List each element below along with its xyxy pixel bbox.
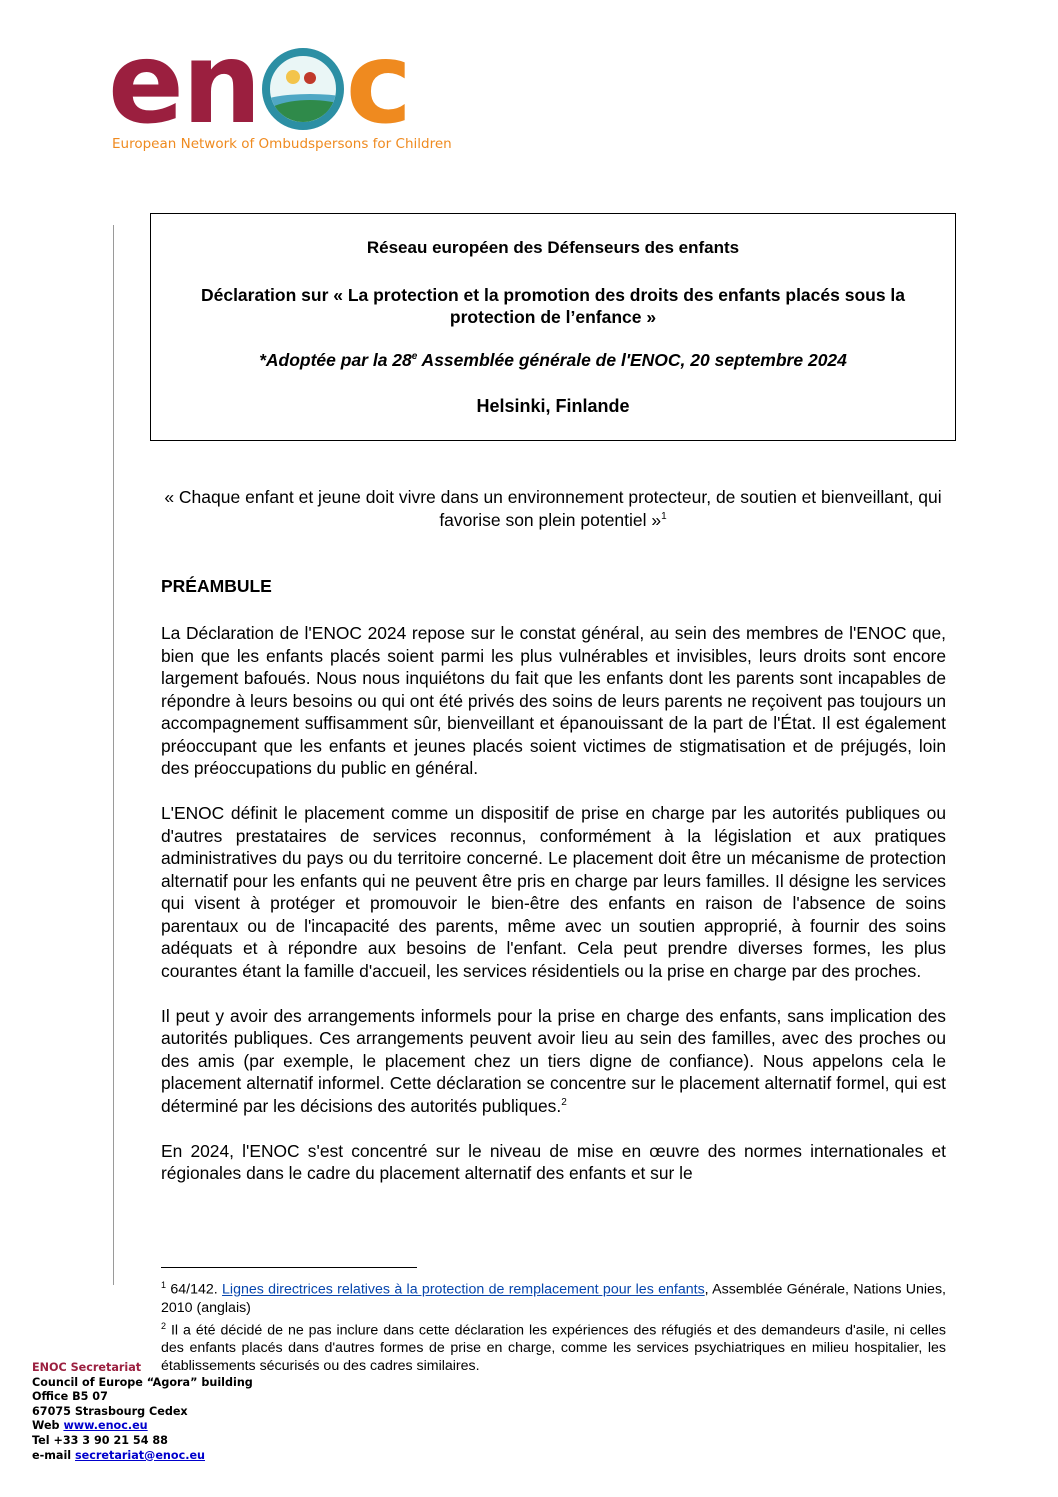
logo-letter-n: n [181, 19, 260, 149]
enoc-logo [108, 19, 488, 158]
body-text [161, 622, 946, 1207]
logo-letter-c: c [345, 19, 411, 149]
secretariat-footer [32, 1361, 253, 1463]
adoption-line: *Adoptée par la 28e Assemblée générale de l'ENOC, 20 septembre 2024 [259, 350, 847, 370]
website-link[interactable]: www.enoc.eu [63, 1419, 148, 1433]
paragraph-1: La Déclaration de l'ENOC 2024 repose sur le constat général, au sein des membres de l'ENOC que, bien que les enfants placés soient parmi les plus vulnérables et invisibles, leurs droits sont encore largement bafoués. Nous nous inquiétons du fait que les enfants dont les parents sont incapables de répondre à leurs besoins ou qui ont été privés des soins de leurs parents ne reçoivent pas toujours un accompagnement suffisamment sûr, bienveillant et épanouissant de la part de l'État. Il est également préoccupant que les enfants et jeunes placés soient victimes de stigmatisation et de préjugés, loin des préoccupations du public en général. [161, 623, 946, 778]
logo-subtitle: European Network of Ombudspersons for Children [112, 136, 452, 152]
footnote-1: $^1$ 64/142. Lignes directrices relatives à la protection de remplacement pour les enfants, Assemblée Générale, Nations Unies, 2010 (anglais) [161, 1280, 946, 1316]
footnote-ref-2[interactable]: 2 [561, 1096, 567, 1108]
left-margin-rule [113, 225, 114, 1285]
footer-secretariat: ENOC Secretariat [32, 1361, 142, 1374]
footnote-separator [161, 1267, 417, 1268]
title-box [150, 213, 956, 441]
logo-letter-e: e [108, 19, 182, 149]
footer-tel: Tel +33 3 90 21 54 88 [32, 1433, 168, 1447]
email-link[interactable]: secretariat@enoc.eu [75, 1448, 206, 1462]
footer-building: Council of Europe “Agora” building [32, 1375, 253, 1389]
guidelines-link[interactable]: Lignes directrices relatives à la protection de remplacement pour les enfants [222, 1281, 705, 1298]
epigraph-quote: « Chaque enfant et jeune doit vivre dans un environnement protecteur, de soutien et bienveillant, qui favorise son plein potentiel »$^1$ [164, 487, 942, 530]
network-title: Réseau européen des Défenseurs des enfants [366, 238, 740, 257]
declaration-title: Déclaration sur « La protection et la promotion des droits des enfants placés sous la protection de l’enfance » [200, 285, 906, 327]
footnotes [161, 1276, 946, 1375]
footnote-2: $^2$ Il a été décidé de ne pas inclure dans cette déclaration les expériences des réfugiés et des demandeurs d'asile, ni celles des enfants placés dans d'autres formes de prise en charge, comme les services psychiatriques en milieu hospitalier, les établissements sécurisés ou des cadres similaires. [161, 1320, 946, 1375]
section-heading: PRÉAMBULE [161, 576, 272, 596]
paragraph-2: L'ENOC définit le placement comme un dispositif de prise en charge par les autorités publiques ou d'autres prestataires de services reconnus, conformément à la législation et aux pratiques administratives du pays ou du territoire concerné. Le placement doit être un mécanisme de protection alternatif pour les enfants qui ne peuvent être pris en charge par leurs familles. Il désigne les services qui visent à protéger et promouvoir le bien-être des enfants en raison de l'absence de soins parentaux ou de l'incapacité des parents, même avec un soutien approprié, à fournir des soins adéquats et à répondre aux besoins de l'enfant. Cela peut prendre diverses formes, les plus courantes étant la famille d'accueil, les services résidentiels ou la prise en charge par des proches. [161, 803, 946, 981]
footnote-ref-1[interactable]: 1 [661, 511, 667, 523]
footer-email: e-mail secretariat@enoc.eu [32, 1448, 206, 1462]
footer-web: Web www.enoc.eu [32, 1419, 148, 1433]
location-line: Helsinki, Finlande [476, 396, 630, 416]
paragraph-3: Il peut y avoir des arrangements informels pour la prise en charge des enfants, sans implication des autorités publiques. Ces arrangements peuvent avoir lieu au sein des familles, avec des proches ou des amis (par exemple, le placement chez un tiers digne de confiance). Nous appelons cela le placement alternatif informel. Cette déclaration se concentre sur le placement alternatif formel, qui est déterminé par les décisions des autorités publiques.$^2$ [161, 1005, 946, 1116]
footer-city: 67075 Strasbourg Cedex [32, 1404, 188, 1418]
paragraph-4: En 2024, l'ENOC s'est concentré sur le niveau de mise en œuvre des normes internationales et régionales dans le cadre du placement alternatif des enfants et sur le [161, 1140, 946, 1183]
logo-children-emblem-icon [262, 48, 344, 130]
footer-office: Office B5 07 [32, 1390, 108, 1404]
